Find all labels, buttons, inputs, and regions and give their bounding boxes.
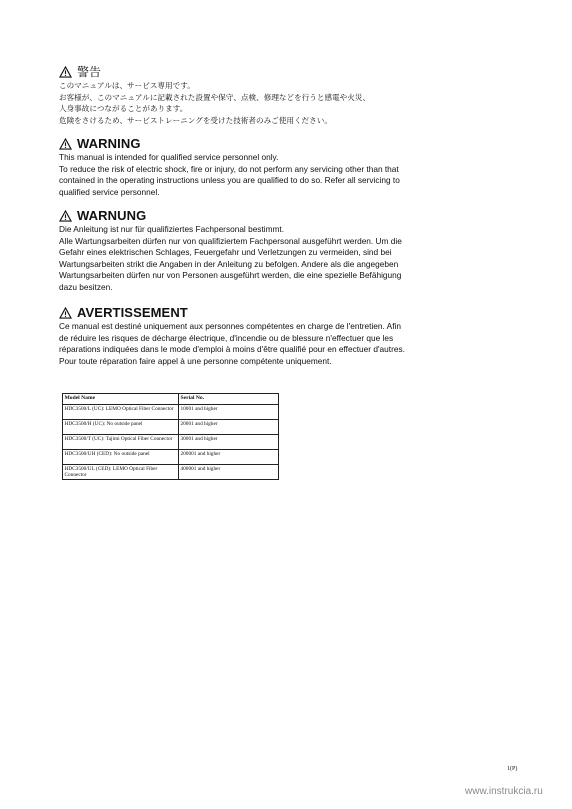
table-row bbox=[63, 405, 279, 420]
japanese-warning-text bbox=[59, 80, 459, 126]
model-name-cell: HDC3500/UL (CED): LEMO Optical Fiber Connector bbox=[63, 465, 179, 480]
text-line: 危険をさけるため、サービストレーニングを受けた技術者のみご使用ください。 bbox=[59, 115, 332, 125]
text-line: Wartungsarbeiten dürfen nur von Personen ausgeführt werden, die eine spezielle Befähigung bbox=[59, 270, 402, 281]
german-warning-title: WARNUNG bbox=[77, 208, 147, 223]
model-name-cell: HDC3500/H (UC): No outside panel bbox=[63, 420, 179, 435]
text-line: Wartungsarbeiten strikt die Angaben in der Anleitung zu befolgen. Andere als die angegeben bbox=[59, 258, 399, 269]
english-warning-text bbox=[59, 152, 459, 198]
serial-number-cell: 30001 and higher bbox=[179, 435, 279, 450]
warning-triangle-icon bbox=[59, 210, 72, 222]
english-warning-section bbox=[59, 136, 459, 198]
english-warning-heading bbox=[59, 136, 459, 152]
warning-triangle-icon bbox=[59, 307, 72, 319]
table-row bbox=[63, 435, 279, 450]
text-line: dazu besitzen. bbox=[59, 281, 113, 292]
model-serial-table bbox=[62, 393, 279, 480]
text-line: Ce manual est destiné uniquement aux personnes compétentes en charge de l'entretien. Afin bbox=[59, 321, 401, 331]
text-line: お客様が、このマニュアルに記載された設置や保守、点検、修理などを行うと感電や火災、 bbox=[59, 92, 371, 102]
serial-number-cell: 200001 and higher bbox=[179, 450, 279, 465]
text-line: contained in the operating instructions unless you are qualified to do so. Refer all servicing to bbox=[59, 175, 400, 186]
column-header-model-name: Model Name bbox=[63, 394, 179, 405]
text-line: Pour toute réparation faire appel à une personne compétente uniquement. bbox=[59, 355, 332, 366]
table-row bbox=[63, 420, 279, 435]
table-header-row bbox=[63, 394, 279, 405]
text-line: Alle Wartungsarbeiten dürfen nur von qualifiziertem Fachpersonal ausgeführt werden. Um die bbox=[59, 235, 402, 246]
text-line: Gefahr eines elektrischen Schlages, Feuergefahr und Verletzungen zu vermeiden, sind bei bbox=[59, 247, 392, 258]
japanese-warning-section bbox=[59, 64, 459, 126]
page-number: 1(P) bbox=[507, 766, 518, 772]
text-line: 人身事故につながることがあります。 bbox=[59, 104, 188, 113]
japanese-warning-title: 警告 bbox=[77, 65, 102, 79]
english-warning-title: WARNING bbox=[77, 136, 141, 151]
french-warning-heading bbox=[59, 305, 459, 321]
text-line: Die Anleitung ist nur für qualifiziertes Fachpersonal bestimmt. bbox=[59, 224, 285, 234]
text-line: de réduire les risques de décharge électrique, d'incendie ou de blessure n'effectuer que les bbox=[59, 332, 394, 343]
watermark-url[interactable]: www.instrukcia.ru bbox=[465, 786, 543, 797]
french-warning-text bbox=[59, 321, 459, 367]
model-name-cell: HDC3500/L (UC): LEMO Optical Fiber Connector bbox=[63, 405, 179, 420]
serial-number-cell: 10001 and higher bbox=[179, 405, 279, 420]
model-name-cell: HDC3500/T (UC): Tajimi Optical Fiber Connector bbox=[63, 435, 179, 450]
french-warning-title: AVERTISSEMENT bbox=[77, 305, 188, 320]
german-warning-heading bbox=[59, 208, 459, 224]
model-name-cell: HDC3500/UH (CED): No outside panel bbox=[63, 450, 179, 465]
serial-number-cell: 20001 and higher bbox=[179, 420, 279, 435]
table-row bbox=[63, 465, 279, 480]
text-line: To reduce the risk of electric shock, fire or injury, do not perform any servicing other than that bbox=[59, 163, 399, 174]
text-line: réparations indiquées dans le mode d'emploi à moins d'être qualifié pour en effectuer d'autres. bbox=[59, 344, 405, 355]
warning-triangle-icon bbox=[59, 138, 72, 150]
column-header-serial-no: Serial No. bbox=[179, 394, 279, 405]
japanese-warning-heading bbox=[59, 64, 459, 80]
text-line: このマニュアルは、サービス専用です。 bbox=[59, 81, 195, 90]
german-warning-text bbox=[59, 224, 459, 294]
table-row bbox=[63, 450, 279, 465]
warning-triangle-icon bbox=[59, 66, 72, 78]
serial-number-cell: 400001 and higher bbox=[179, 465, 279, 480]
french-warning-section bbox=[59, 305, 459, 367]
text-line: qualified service personnel. bbox=[59, 186, 160, 197]
text-line: This manual is intended for qualified service personnel only. bbox=[59, 152, 279, 162]
german-warning-section bbox=[59, 208, 459, 294]
